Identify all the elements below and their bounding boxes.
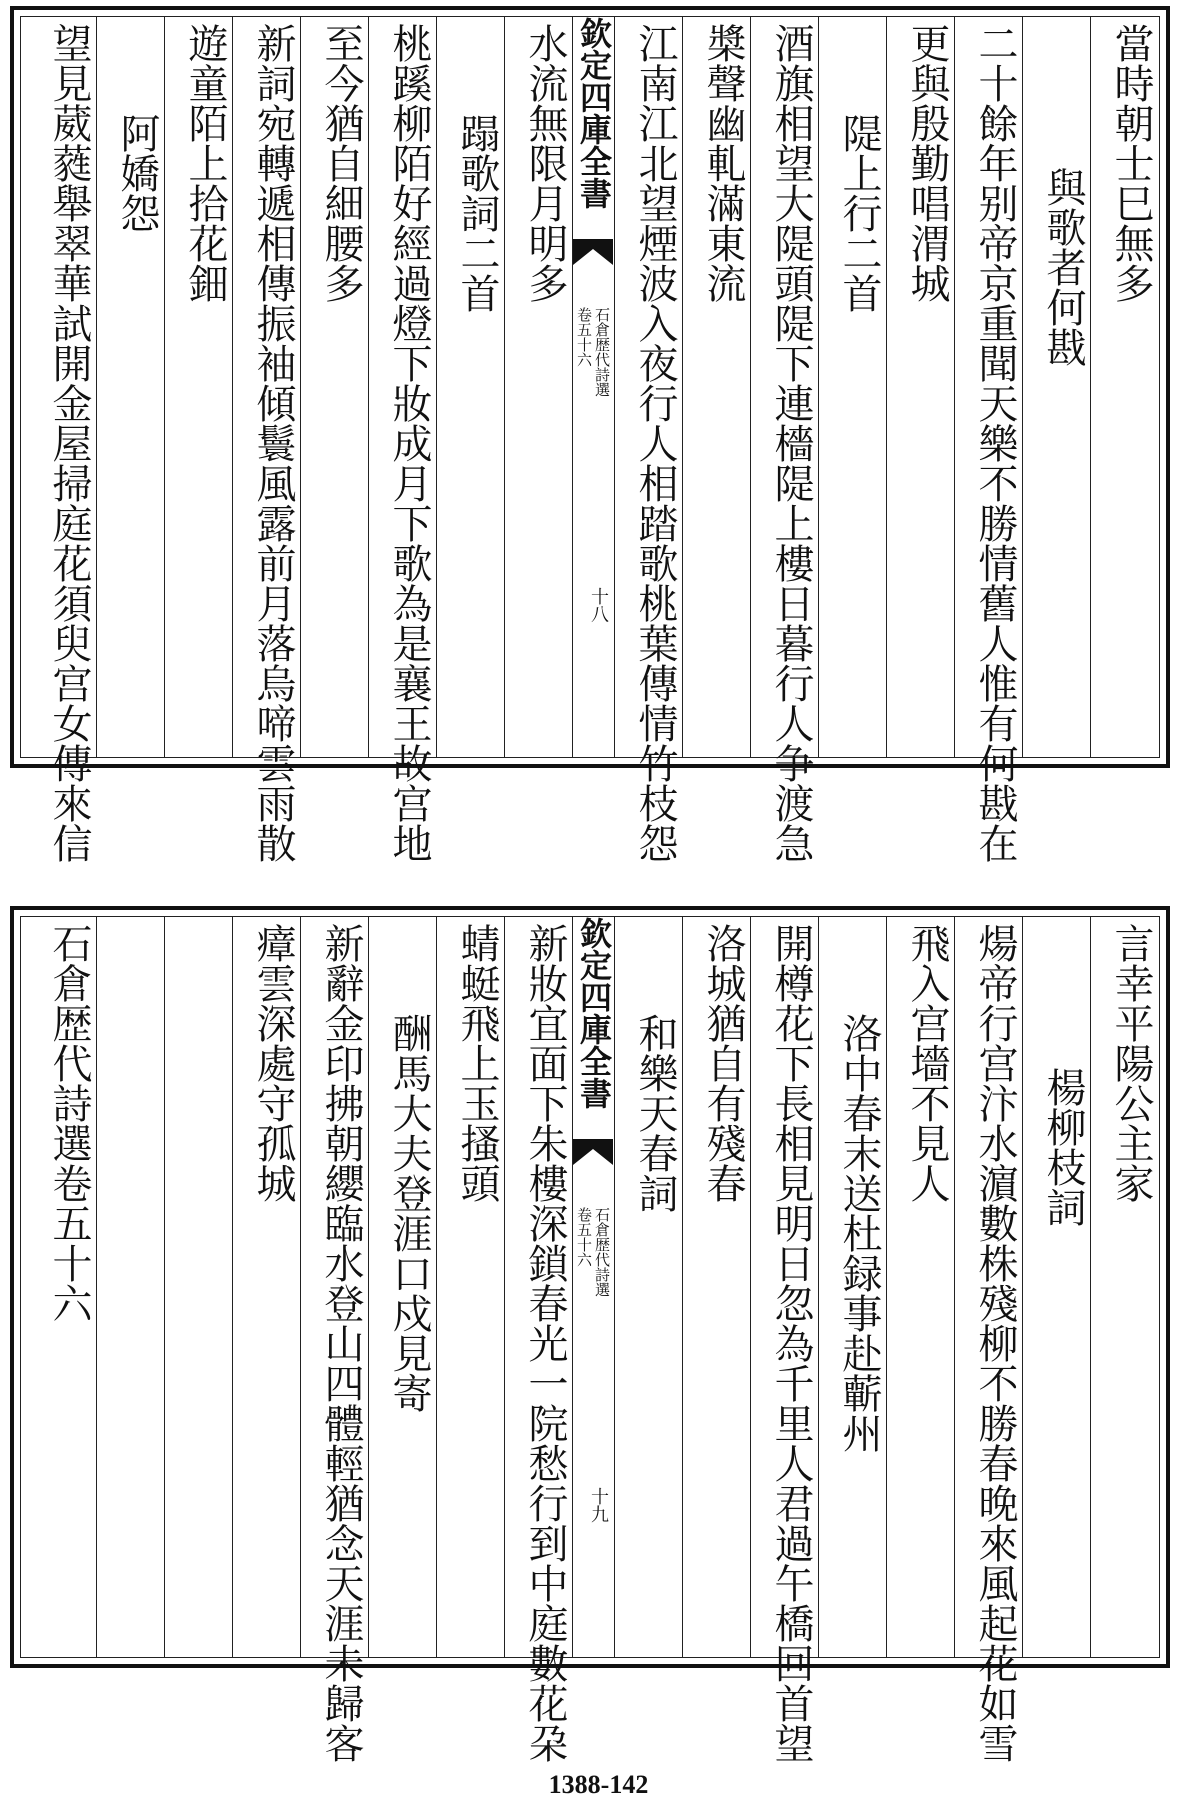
text-column	[751, 917, 819, 1763]
page-bottom-frame	[20, 916, 1160, 1763]
spine-subtitle: 石倉歴代詩選	[593, 307, 611, 397]
text-column	[27, 917, 97, 1657]
text-column	[751, 17, 819, 863]
column-text: 新辭金印拂朝纓臨水登山四體輕猶念天涯未歸客	[318, 923, 364, 1763]
text-column	[97, 917, 165, 1657]
text-column	[437, 917, 505, 1657]
column-text: 與歌者何戡	[1040, 167, 1086, 367]
text-column	[615, 917, 683, 1657]
column-text: 槳聲幽軋滿東流	[700, 23, 746, 303]
column-text: 水流無限月明多	[522, 23, 568, 303]
spine-volume: 卷五十六	[575, 307, 593, 367]
text-column	[301, 917, 369, 1763]
text-column	[615, 17, 683, 863]
text-column	[233, 17, 301, 863]
text-column	[887, 17, 955, 757]
column-text: 言幸平陽公主家	[1108, 923, 1154, 1203]
text-column	[369, 917, 437, 1657]
column-rule	[614, 17, 616, 757]
column-text: 和樂天春詞	[632, 1013, 678, 1213]
text-column	[369, 17, 437, 863]
text-column	[165, 17, 233, 757]
text-column	[301, 17, 369, 757]
column-text: 酬馬大夫登涯口戍見寄	[386, 1013, 432, 1413]
column-text: 二十餘年别帝京重聞天樂不勝情舊人惟有何戡在	[972, 23, 1018, 863]
center-spine	[573, 17, 613, 757]
column-text: 望見葳蕤舉翠華試開金屋掃庭花須臾宫女傳來信	[46, 23, 92, 863]
footer-code: 1388-142	[548, 1770, 649, 1799]
column-text: 瘴雲深處守孤城	[250, 923, 296, 1203]
text-column	[819, 17, 887, 757]
column-text: 更與殷勤唱渭城	[904, 23, 950, 303]
column-text: 酒旗相望大隄頭隄下連檣隄上樓日暮行人争渡急	[768, 23, 814, 863]
column-text: 開樽花下長相見明日忽為千里人君過午橋回首望	[768, 923, 814, 1763]
column-text: 至今猶自細腰多	[318, 23, 364, 303]
column-text: 當時朝士巳無多	[1108, 23, 1154, 303]
text-column	[233, 917, 301, 1657]
column-rule	[614, 917, 616, 1657]
page-top-frame	[20, 16, 1160, 863]
text-column	[887, 917, 955, 1657]
page-number: 十九	[588, 1487, 609, 1523]
column-text: 遊童陌上拾花鈿	[182, 23, 228, 303]
page-top	[10, 6, 1170, 863]
column-text: 新詞宛轉遞相傳振袖傾鬟風露前月落烏啼雲雨散	[250, 23, 296, 863]
column-text: 飛入宫墻不見人	[904, 923, 950, 1203]
spine-title: 欽定四庫全書	[575, 17, 613, 209]
column-text: 洛城猶自有殘春	[700, 923, 746, 1203]
fishtail-mark-icon	[573, 1139, 613, 1167]
fishtail-mark-icon	[573, 239, 613, 267]
column-text: 隄上行二首	[836, 113, 882, 313]
text-column	[1091, 917, 1159, 1657]
column-text: 江南江北望煙波入夜行人相踏歌桃葉傳情竹枝怨	[632, 23, 678, 863]
text-column	[437, 17, 505, 757]
page-bottom	[10, 906, 1170, 1763]
text-column	[505, 17, 573, 757]
page-number: 十八	[588, 587, 609, 623]
column-text: 洛中春末送杜録事赴蘄州	[836, 1013, 882, 1453]
spine-volume: 卷五十六	[575, 1207, 593, 1267]
column-text: 蹋歌詞二首	[454, 113, 500, 313]
center-spine	[573, 917, 613, 1657]
text-column	[683, 917, 751, 1657]
text-column	[955, 917, 1023, 1763]
text-column	[955, 17, 1023, 863]
text-column	[819, 917, 887, 1657]
text-column	[97, 17, 165, 757]
text-column	[1023, 17, 1091, 757]
column-text: 蜻蜓飛上玉搔頭	[454, 923, 500, 1203]
text-column	[27, 17, 97, 863]
text-column	[1091, 17, 1159, 757]
column-text: 阿嬌怨	[114, 113, 160, 233]
column-text: 新妝宜面下朱樓深鎖春光一院愁行到中庭數花朶	[522, 923, 568, 1763]
text-column	[683, 17, 751, 757]
column-text: 桃蹊柳陌好經過燈下妝成月下歌為是襄王故宫地	[386, 23, 432, 863]
spine-title: 欽定四庫全書	[575, 917, 613, 1109]
column-text: 石倉歴代詩選卷五十六	[46, 923, 92, 1323]
column-text: 煬帝行宫汴水濵數株殘柳不勝春晚來風起花如雪	[972, 923, 1018, 1763]
text-column	[165, 917, 233, 1657]
column-text: 楊柳枝詞	[1040, 1067, 1086, 1227]
text-column	[505, 917, 573, 1763]
spine-subtitle: 石倉歴代詩選	[593, 1207, 611, 1297]
text-column	[1023, 917, 1091, 1657]
